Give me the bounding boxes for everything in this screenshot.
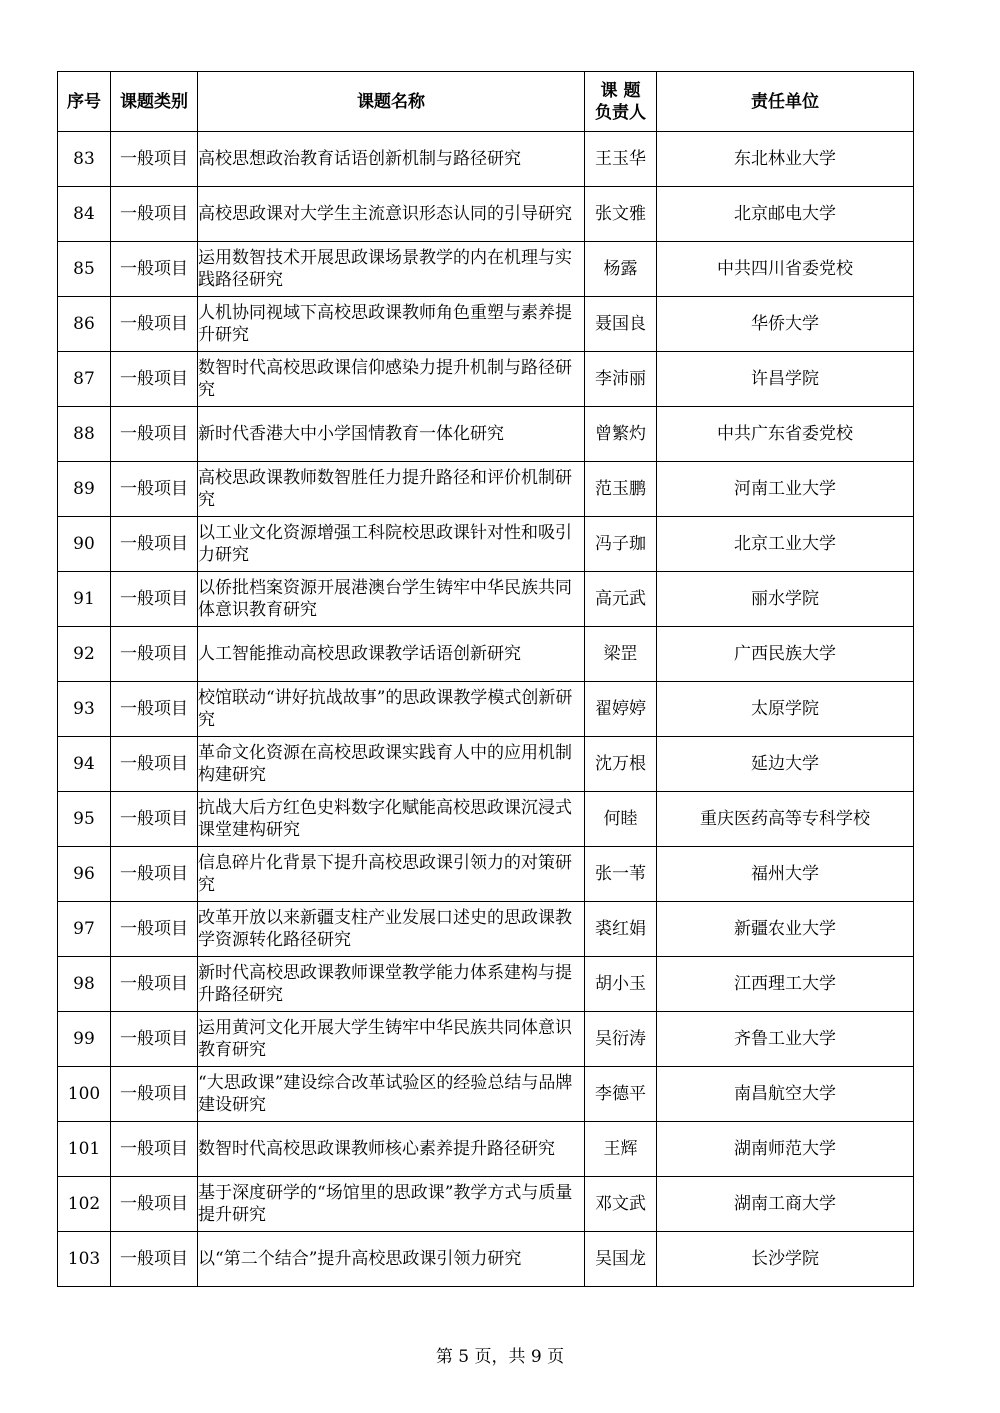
row-unit-cell: 东北林业大学 <box>657 132 914 187</box>
row-person-cell: 冯子珈 <box>585 517 657 572</box>
row-title-cell: 人机协同视域下高校思政课教师角色重塑与素养提升研究 <box>198 297 585 352</box>
table-row <box>58 242 914 297</box>
row-person-cell: 梁罡 <box>585 627 657 682</box>
row-unit-cell: 延边大学 <box>657 737 914 792</box>
page-footer: 第 5 页，共 9 页 <box>435 1347 565 1367</box>
row-number-cell: 101 <box>58 1122 111 1177</box>
row-number-cell: 85 <box>58 242 111 297</box>
row-unit-cell: 南昌航空大学 <box>657 1067 914 1122</box>
row-title-cell: 运用黄河文化开展大学生铸牢中华民族共同体意识教育研究 <box>198 1012 585 1067</box>
row-person-cell: 吴衍涛 <box>585 1012 657 1067</box>
row-unit-cell: 福州大学 <box>657 847 914 902</box>
row-category-cell: 一般项目 <box>111 737 198 792</box>
row-person-cell: 邓文武 <box>585 1177 657 1232</box>
row-person-cell: 张文雅 <box>585 187 657 242</box>
table-row <box>58 1012 914 1067</box>
row-title-cell: 运用数智技术开展思政课场景教学的内在机理与实践路径研究 <box>198 242 585 297</box>
row-category-cell: 一般项目 <box>111 132 198 187</box>
row-number-cell: 102 <box>58 1177 111 1232</box>
row-unit-cell: 齐鲁工业大学 <box>657 1012 914 1067</box>
row-category-cell: 一般项目 <box>111 352 198 407</box>
row-person-cell: 杨露 <box>585 242 657 297</box>
row-unit-cell: 丽水学院 <box>657 572 914 627</box>
table-row <box>58 1067 914 1122</box>
row-unit-cell: 北京邮电大学 <box>657 187 914 242</box>
table-row <box>58 847 914 902</box>
row-category-cell: 一般项目 <box>111 1067 198 1122</box>
row-category-cell: 一般项目 <box>111 792 198 847</box>
row-title-cell: 信息碎片化背景下提升高校思政课引领力的对策研究 <box>198 847 585 902</box>
row-number-cell: 88 <box>58 407 111 462</box>
row-category-cell: 一般项目 <box>111 1177 198 1232</box>
row-title-cell: 新时代香港大中小学国情教育一体化研究 <box>198 407 585 462</box>
row-category-cell: 一般项目 <box>111 242 198 297</box>
header-person <box>585 72 657 132</box>
row-category-cell: 一般项目 <box>111 462 198 517</box>
row-category-cell: 一般项目 <box>111 682 198 737</box>
row-number-cell: 99 <box>58 1012 111 1067</box>
row-person-cell: 李德平 <box>585 1067 657 1122</box>
row-title-cell: 校馆联动“讲好抗战故事”的思政课教学模式创新研究 <box>198 682 585 737</box>
row-person-cell: 李沛丽 <box>585 352 657 407</box>
row-title-cell: “大思政课”建设综合改革试验区的经验总结与品牌建设研究 <box>198 1067 585 1122</box>
row-category-cell: 一般项目 <box>111 297 198 352</box>
table-row <box>58 1177 914 1232</box>
table-row <box>58 187 914 242</box>
row-category-cell: 一般项目 <box>111 902 198 957</box>
row-category-cell: 一般项目 <box>111 627 198 682</box>
row-unit-cell: 河南工业大学 <box>657 462 914 517</box>
header-number: 序号 <box>58 72 111 132</box>
row-number-cell: 94 <box>58 737 111 792</box>
row-unit-cell: 湖南师范大学 <box>657 1122 914 1177</box>
row-number-cell: 84 <box>58 187 111 242</box>
row-title-cell: 革命文化资源在高校思政课实践育人中的应用机制构建研究 <box>198 737 585 792</box>
row-number-cell: 89 <box>58 462 111 517</box>
row-number-cell: 96 <box>58 847 111 902</box>
table-row <box>58 792 914 847</box>
row-title-cell: 新时代高校思政课教师课堂教学能力体系建构与提升路径研究 <box>198 957 585 1012</box>
row-person-cell: 吴国龙 <box>585 1232 657 1287</box>
row-number-cell: 92 <box>58 627 111 682</box>
header-person-line2: 负责人 <box>595 102 646 123</box>
row-category-cell: 一般项目 <box>111 517 198 572</box>
row-unit-cell: 中共四川省委党校 <box>657 242 914 297</box>
row-unit-cell: 重庆医药高等专科学校 <box>657 792 914 847</box>
row-number-cell: 103 <box>58 1232 111 1287</box>
row-unit-cell: 长沙学院 <box>657 1232 914 1287</box>
row-title-cell: 抗战大后方红色史料数字化赋能高校思政课沉浸式课堂建构研究 <box>198 792 585 847</box>
row-number-cell: 100 <box>58 1067 111 1122</box>
row-person-cell: 聂国良 <box>585 297 657 352</box>
row-person-cell: 胡小玉 <box>585 957 657 1012</box>
table-row <box>58 297 914 352</box>
table-row <box>58 1122 914 1177</box>
table-row <box>58 132 914 187</box>
row-category-cell: 一般项目 <box>111 1012 198 1067</box>
table-row <box>58 462 914 517</box>
row-person-cell: 翟婷婷 <box>585 682 657 737</box>
row-category-cell: 一般项目 <box>111 407 198 462</box>
header-title: 课题名称 <box>198 72 585 132</box>
row-number-cell: 83 <box>58 132 111 187</box>
row-number-cell: 93 <box>58 682 111 737</box>
row-title-cell: 以工业文化资源增强工科院校思政课针对性和吸引力研究 <box>198 517 585 572</box>
row-category-cell: 一般项目 <box>111 847 198 902</box>
project-table <box>57 71 914 1287</box>
row-unit-cell: 华侨大学 <box>657 297 914 352</box>
row-unit-cell: 许昌学院 <box>657 352 914 407</box>
row-category-cell: 一般项目 <box>111 1232 198 1287</box>
row-number-cell: 86 <box>58 297 111 352</box>
row-unit-cell: 广西民族大学 <box>657 627 914 682</box>
row-title-cell: 数智时代高校思政课信仰感染力提升机制与路径研究 <box>198 352 585 407</box>
table-row <box>58 352 914 407</box>
row-unit-cell: 太原学院 <box>657 682 914 737</box>
row-person-cell: 曾繁灼 <box>585 407 657 462</box>
table-row <box>58 572 914 627</box>
row-unit-cell: 新疆农业大学 <box>657 902 914 957</box>
row-person-cell: 高元武 <box>585 572 657 627</box>
table-header-row <box>58 72 914 132</box>
row-unit-cell: 江西理工大学 <box>657 957 914 1012</box>
row-number-cell: 91 <box>58 572 111 627</box>
row-title-cell: 数智时代高校思政课教师核心素养提升路径研究 <box>198 1122 585 1177</box>
table-row <box>58 737 914 792</box>
row-category-cell: 一般项目 <box>111 572 198 627</box>
row-title-cell: 以侨批档案资源开展港澳台学生铸牢中华民族共同体意识教育研究 <box>198 572 585 627</box>
row-title-cell: 高校思政课对大学生主流意识形态认同的引导研究 <box>198 187 585 242</box>
row-person-cell: 王玉华 <box>585 132 657 187</box>
row-number-cell: 95 <box>58 792 111 847</box>
row-title-cell: 改革开放以来新疆支柱产业发展口述史的思政课教学资源转化路径研究 <box>198 902 585 957</box>
row-person-cell: 何睦 <box>585 792 657 847</box>
table-row <box>58 627 914 682</box>
table-row <box>58 682 914 737</box>
table-row <box>58 902 914 957</box>
row-title-cell: 人工智能推动高校思政课教学话语创新研究 <box>198 627 585 682</box>
row-category-cell: 一般项目 <box>111 957 198 1012</box>
row-person-cell: 王辉 <box>585 1122 657 1177</box>
row-person-cell: 范玉鹏 <box>585 462 657 517</box>
table-row <box>58 957 914 1012</box>
row-title-cell: 以“第二个结合”提升高校思政课引领力研究 <box>198 1232 585 1287</box>
row-category-cell: 一般项目 <box>111 1122 198 1177</box>
header-category: 课题类别 <box>111 72 198 132</box>
row-title-cell: 基于深度研学的“场馆里的思政课”教学方式与质量提升研究 <box>198 1177 585 1232</box>
row-unit-cell: 湖南工商大学 <box>657 1177 914 1232</box>
header-unit: 责任单位 <box>657 72 914 132</box>
row-number-cell: 97 <box>58 902 111 957</box>
row-person-cell: 张一苇 <box>585 847 657 902</box>
row-number-cell: 87 <box>58 352 111 407</box>
row-number-cell: 90 <box>58 517 111 572</box>
table-row <box>58 517 914 572</box>
row-category-cell: 一般项目 <box>111 187 198 242</box>
row-title-cell: 高校思政课教师数智胜任力提升路径和评价机制研究 <box>198 462 585 517</box>
table-row <box>58 407 914 462</box>
row-person-cell: 沈万根 <box>585 737 657 792</box>
row-number-cell: 98 <box>58 957 111 1012</box>
row-person-cell: 裘红娟 <box>585 902 657 957</box>
row-unit-cell: 中共广东省委党校 <box>657 407 914 462</box>
row-unit-cell: 北京工业大学 <box>657 517 914 572</box>
table-row <box>58 1232 914 1287</box>
row-title-cell: 高校思想政治教育话语创新机制与路径研究 <box>198 132 585 187</box>
header-person-line1: 课 题 <box>600 80 641 101</box>
